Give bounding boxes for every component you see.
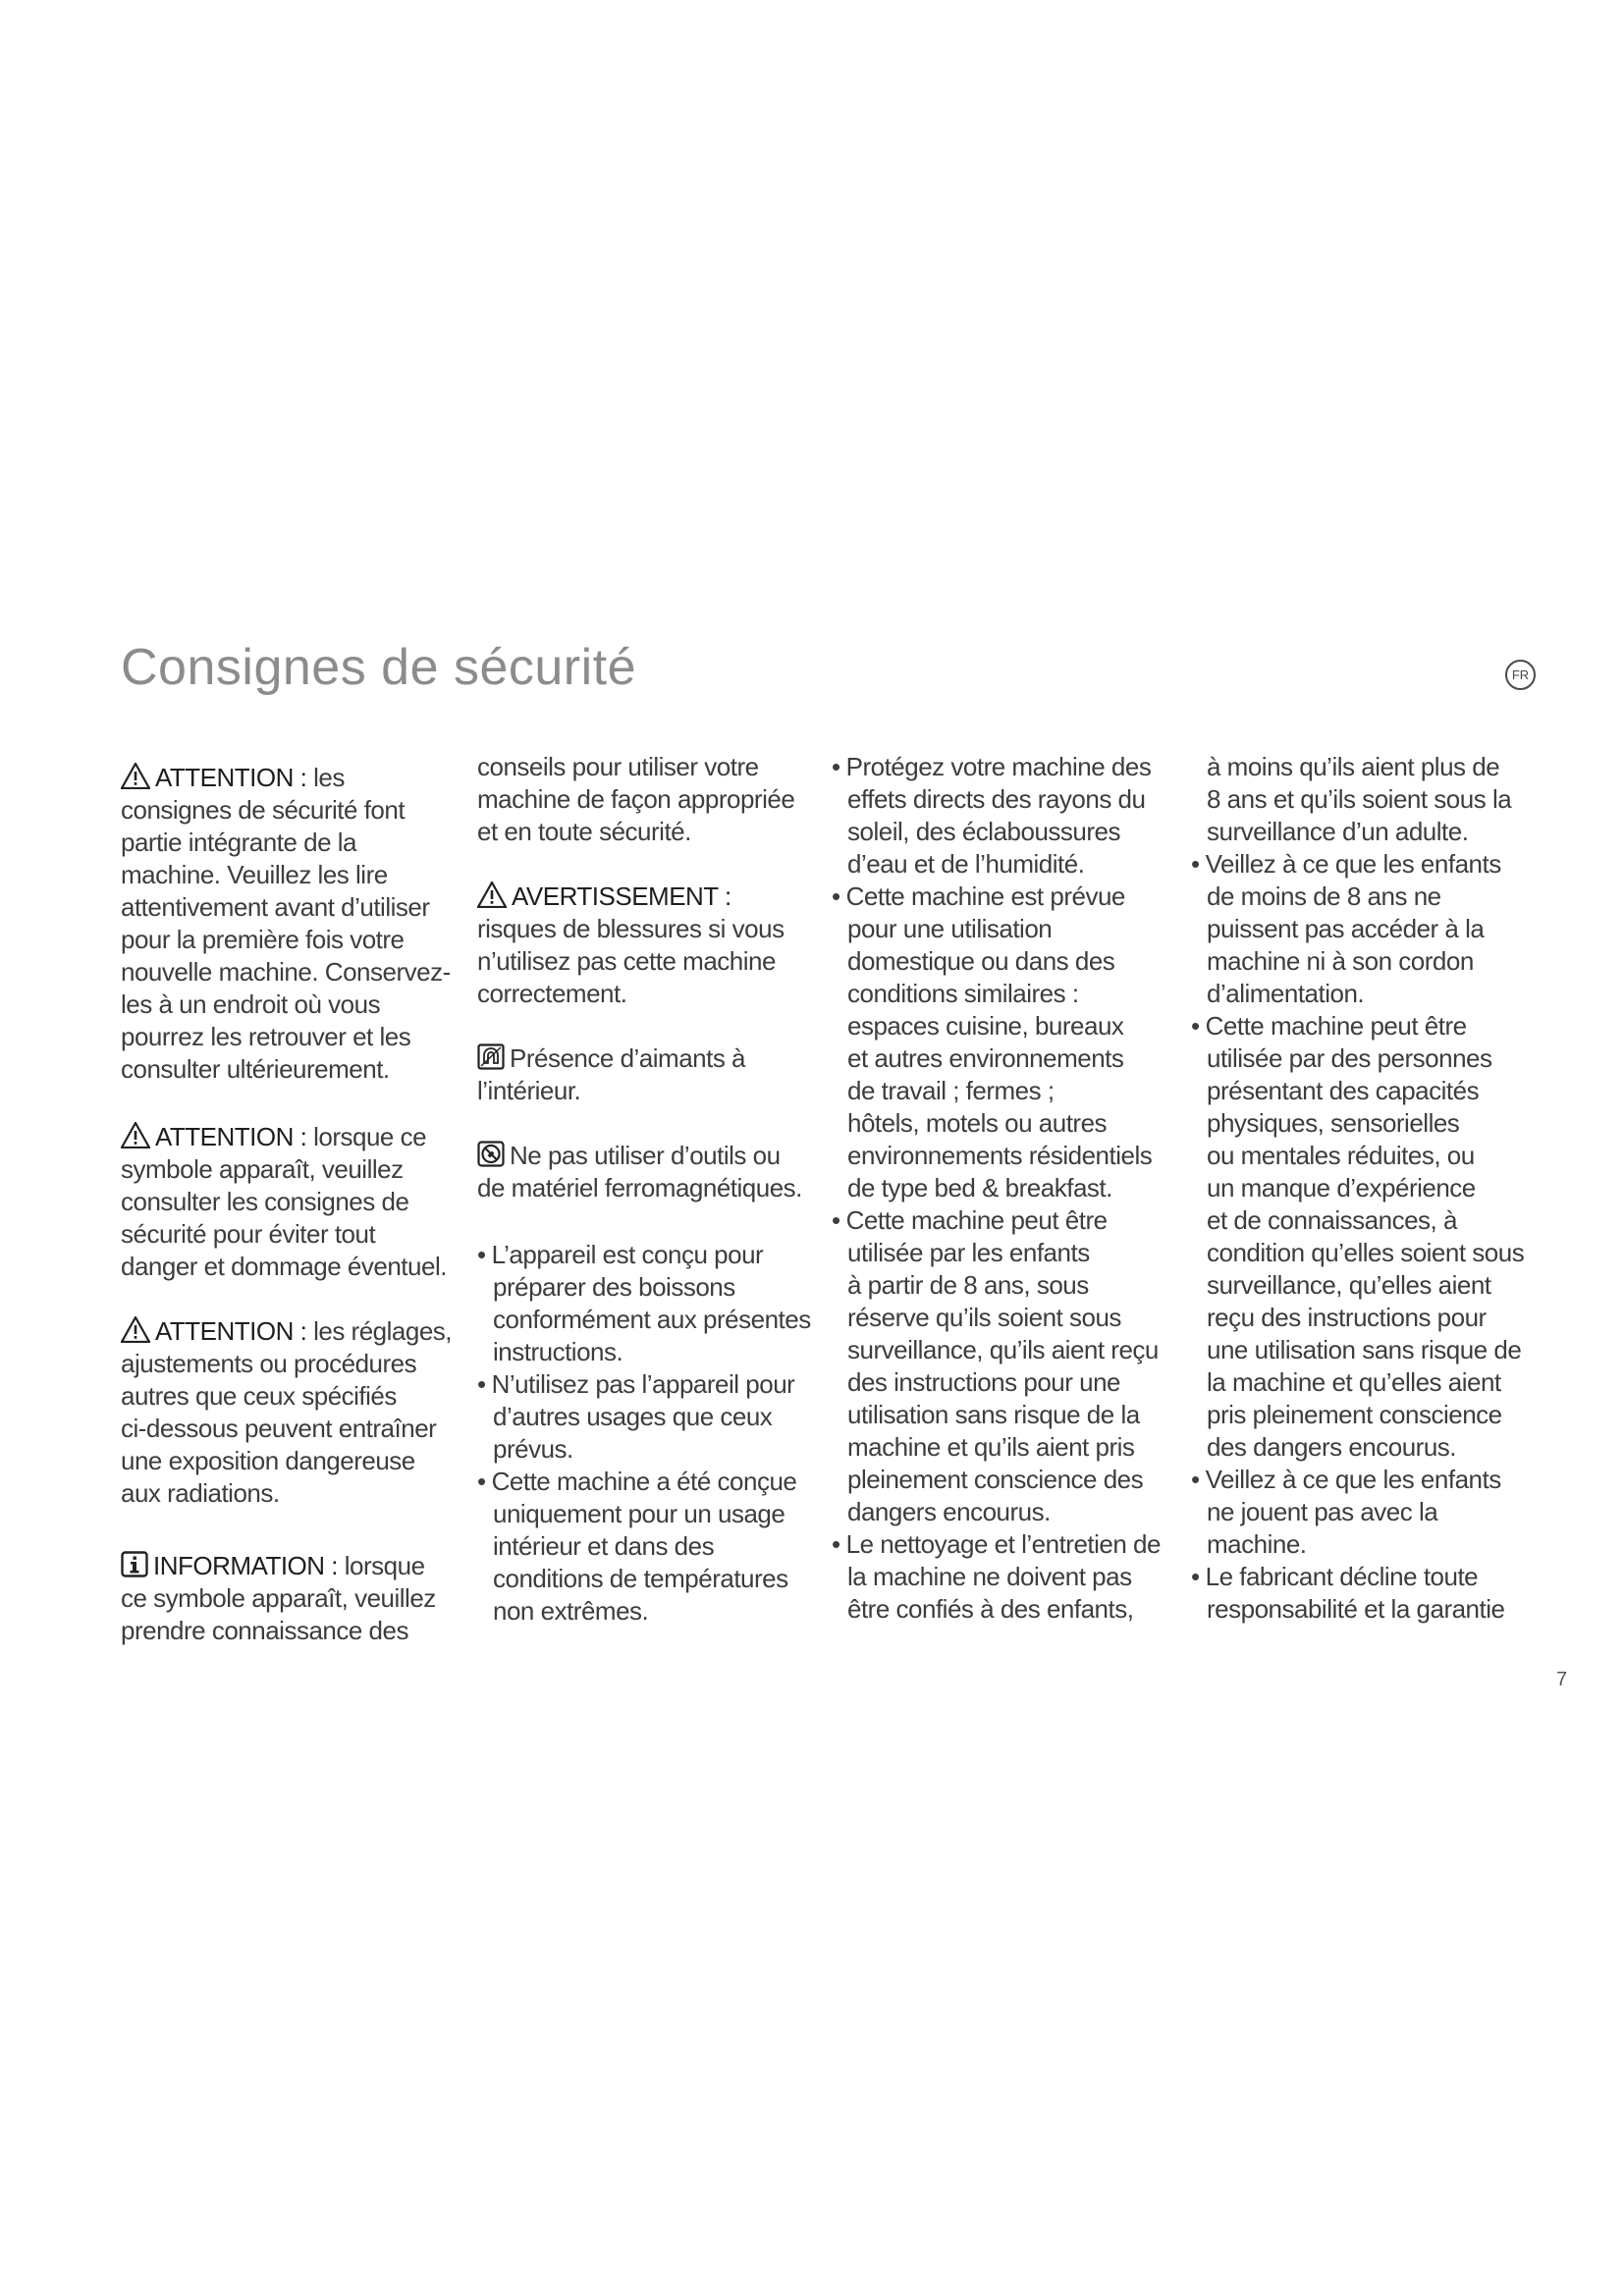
text-line: utilisation sans risque de la bbox=[847, 1400, 1140, 1429]
text-line: Cette machine peut être bbox=[1205, 1011, 1467, 1041]
text-line: et de connaissances, à bbox=[1207, 1205, 1457, 1235]
warning-triangle-icon bbox=[121, 1316, 150, 1351]
text-line: ci-dessous peuvent entraîner bbox=[121, 1414, 437, 1443]
text-line: physiques, sensorielles bbox=[1207, 1108, 1460, 1138]
text-line: N’utilisez pas l’appareil pour bbox=[491, 1369, 795, 1399]
text-line: partie intégrante de la bbox=[121, 828, 357, 857]
text-line: ne jouent pas avec la bbox=[1207, 1497, 1438, 1526]
information-label: INFORMATION : bbox=[153, 1551, 339, 1580]
text-line: consulter les consignes de bbox=[121, 1187, 409, 1216]
bullet-item: • Cette machine peut être bbox=[1191, 1011, 1467, 1041]
text-line: pour la première fois votre bbox=[121, 925, 405, 954]
text-line: machine. Veuillez les lire bbox=[121, 860, 388, 889]
text-line: surveillance, qu’ils aient reçu bbox=[847, 1335, 1159, 1364]
text-line: réserve qu’ils soient sous bbox=[847, 1303, 1121, 1332]
text-line: de travail ; fermes ; bbox=[847, 1076, 1055, 1105]
text-line: hôtels, motels ou autres bbox=[847, 1108, 1108, 1138]
text-line: présentant des capacités bbox=[1207, 1076, 1480, 1105]
attention-1-first-line bbox=[121, 762, 345, 797]
text-line: Le nettoyage et l’entretien de bbox=[845, 1529, 1161, 1559]
avertissement-first-line bbox=[477, 881, 731, 916]
text-line: condition qu’elles soient sous bbox=[1207, 1238, 1525, 1267]
text-line: à partir de 8 ans, sous bbox=[847, 1270, 1089, 1300]
text-line: sécurité pour éviter tout bbox=[121, 1219, 376, 1249]
text-line: domestique ou dans des bbox=[847, 946, 1115, 976]
text-line: ou mentales réduites, ou bbox=[1207, 1141, 1475, 1170]
bullet-item: • Cette machine peut être bbox=[832, 1205, 1108, 1235]
bullet-item: • Protégez votre machine des bbox=[832, 752, 1152, 781]
text-line: l’intérieur. bbox=[477, 1076, 581, 1105]
text-line: à moins qu’ils aient plus de bbox=[1207, 752, 1500, 781]
text-line: correctement. bbox=[477, 979, 627, 1008]
attention-3-first-line bbox=[121, 1315, 452, 1351]
text-line: prévus. bbox=[493, 1434, 573, 1464]
text-line: autres que ceux spécifiés bbox=[121, 1381, 397, 1411]
bullet-item: • Le nettoyage et l’entretien de bbox=[832, 1529, 1161, 1559]
bullet-item: • Cette machine a été conçue bbox=[477, 1467, 797, 1496]
text-line: consignes de sécurité font bbox=[121, 795, 406, 825]
text-line: les à un endroit où vous bbox=[121, 989, 381, 1019]
avertissement-label: AVERTISSEMENT : bbox=[512, 881, 731, 911]
text-line: non extrêmes. bbox=[493, 1596, 649, 1626]
text-line: espaces cuisine, bureaux bbox=[847, 1011, 1124, 1041]
bullet-item: • Le fabricant décline toute bbox=[1191, 1562, 1479, 1591]
attention-label: ATTENTION : bbox=[155, 1316, 307, 1346]
text-line: lorsque ce bbox=[313, 1122, 427, 1151]
text-line: la machine et qu’elles aient bbox=[1207, 1367, 1501, 1397]
text-line: effets directs des rayons du bbox=[847, 784, 1146, 814]
text-line: pourrez les retrouver et les bbox=[121, 1022, 411, 1051]
text-line: conditions de températures bbox=[493, 1564, 788, 1593]
magnets-text: Présence d’aimants à bbox=[510, 1043, 746, 1073]
text-line: Cette machine peut être bbox=[845, 1205, 1108, 1235]
text-line: ce symbole apparaît, veuillez bbox=[121, 1583, 436, 1613]
text-line: pris pleinement conscience bbox=[1207, 1400, 1502, 1429]
text-line: et autres environnements bbox=[847, 1043, 1124, 1073]
magnets-first-line bbox=[477, 1042, 745, 1078]
text-line: de type bed & breakfast. bbox=[847, 1173, 1112, 1202]
warning-triangle-icon bbox=[121, 763, 150, 797]
text-line: une exposition dangereuse bbox=[121, 1446, 415, 1475]
warning-triangle-icon bbox=[121, 1122, 150, 1156]
text-line: de moins de 8 ans ne bbox=[1207, 881, 1441, 911]
text-line: d’autres usages que ceux bbox=[493, 1402, 773, 1431]
text-line: attentivement avant d’utiliser bbox=[121, 892, 430, 922]
attention-label: ATTENTION : bbox=[155, 1122, 307, 1151]
text-line: machine ni à son cordon bbox=[1207, 946, 1474, 976]
attention-label: ATTENTION : bbox=[155, 763, 307, 792]
text-line: des instructions pour une bbox=[847, 1367, 1121, 1397]
text-line: d’eau et de l’humidité. bbox=[847, 849, 1085, 879]
text-line: soleil, des éclaboussures bbox=[847, 817, 1120, 846]
bullet-item: • L’appareil est conçu pour bbox=[477, 1240, 764, 1269]
text-line: machine. bbox=[1207, 1529, 1307, 1559]
no-tools-first-line bbox=[477, 1140, 781, 1175]
text-line: conformément aux présentes bbox=[493, 1305, 811, 1334]
text-line: Cette machine est prévue bbox=[845, 881, 1125, 911]
text-line: uniquement pour un usage bbox=[493, 1499, 785, 1528]
page-number: 7 bbox=[1556, 1669, 1568, 1690]
text-line: dangers encourus. bbox=[847, 1497, 1051, 1526]
text-line: surveillance d’un adulte. bbox=[1207, 817, 1469, 846]
text-line: conseils pour utiliser votre bbox=[477, 752, 759, 781]
attention-2-first-line bbox=[121, 1121, 426, 1156]
text-line: intérieur et dans des bbox=[493, 1531, 715, 1561]
text-line: ajustements ou procédures bbox=[121, 1349, 417, 1378]
text-line: Protégez votre machine des bbox=[845, 752, 1152, 781]
text-line: utilisée par les enfants bbox=[847, 1238, 1090, 1267]
text-line: reçu des instructions pour bbox=[1207, 1303, 1487, 1332]
text-line: risques de blessures si vous bbox=[477, 914, 785, 943]
text-line: des dangers encourus. bbox=[1207, 1432, 1457, 1462]
text-line: préparer des boissons bbox=[493, 1272, 735, 1302]
text-line: aux radiations. bbox=[121, 1478, 280, 1508]
text-line: pleinement conscience des bbox=[847, 1465, 1144, 1494]
text-line: instructions. bbox=[493, 1337, 623, 1366]
no-ferromagnetic-tools-icon bbox=[477, 1141, 505, 1175]
text-line: puissent pas accéder à la bbox=[1207, 914, 1485, 943]
bullet-item: • N’utilisez pas l’appareil pour bbox=[477, 1369, 795, 1399]
text-line: Cette machine a été conçue bbox=[491, 1467, 797, 1496]
text-line: conditions similaires : bbox=[847, 979, 1079, 1008]
text-line: consulter ultérieurement. bbox=[121, 1054, 390, 1084]
page-title: Consignes de sécurité bbox=[121, 639, 637, 696]
text-line: utilisée par des personnes bbox=[1207, 1043, 1492, 1073]
text-line: être confiés à des enfants, bbox=[847, 1594, 1134, 1624]
text-line: Veillez à ce que les enfants bbox=[1205, 1465, 1501, 1494]
text-line: symbole apparaît, veuillez bbox=[121, 1154, 404, 1184]
text-line: prendre connaissance des bbox=[121, 1616, 408, 1645]
no-tools-text: Ne pas utiliser d’outils ou bbox=[510, 1141, 781, 1170]
magnet-presence-icon bbox=[477, 1043, 505, 1078]
text-line: nouvelle machine. Conservez- bbox=[121, 957, 451, 987]
warning-triangle-icon bbox=[477, 881, 507, 916]
text-line: les bbox=[313, 763, 345, 792]
text-line: machine de façon appropriée bbox=[477, 784, 795, 814]
language-badge: FR bbox=[1505, 660, 1536, 690]
bullet-item: • Veillez à ce que les enfants bbox=[1191, 849, 1501, 879]
text-line: n’utilisez pas cette machine bbox=[477, 946, 776, 976]
text-line: une utilisation sans risque de bbox=[1207, 1335, 1522, 1364]
text-line: Veillez à ce que les enfants bbox=[1205, 849, 1501, 879]
text-line: d’alimentation. bbox=[1207, 979, 1365, 1008]
text-line: les réglages, bbox=[313, 1316, 453, 1346]
text-line: surveillance, qu’elles aient bbox=[1207, 1270, 1491, 1300]
text-line: 8 ans et qu’ils soient sous la bbox=[1207, 784, 1512, 814]
text-line: un manque d’expérience bbox=[1207, 1173, 1476, 1202]
text-line: danger et dommage éventuel. bbox=[121, 1252, 447, 1281]
bullet-item: • Veillez à ce que les enfants bbox=[1191, 1465, 1501, 1494]
text-line: la machine ne doivent pas bbox=[847, 1562, 1132, 1591]
text-line: lorsque bbox=[344, 1551, 425, 1580]
bullet-item: • Cette machine est prévue bbox=[832, 881, 1125, 911]
text-line: et en toute sécurité. bbox=[477, 817, 691, 846]
text-line: responsabilité et la garantie bbox=[1207, 1594, 1505, 1624]
text-line: machine et qu’ils aient pris bbox=[847, 1432, 1135, 1462]
text-line: L’appareil est conçu pour bbox=[491, 1240, 764, 1269]
text-line: de matériel ferromagnétiques. bbox=[477, 1173, 802, 1202]
information-first-line bbox=[121, 1550, 425, 1585]
text-line: pour une utilisation bbox=[847, 914, 1053, 943]
text-line: environnements résidentiels bbox=[847, 1141, 1153, 1170]
information-icon bbox=[121, 1551, 148, 1585]
text-line: Le fabricant décline toute bbox=[1205, 1562, 1479, 1591]
